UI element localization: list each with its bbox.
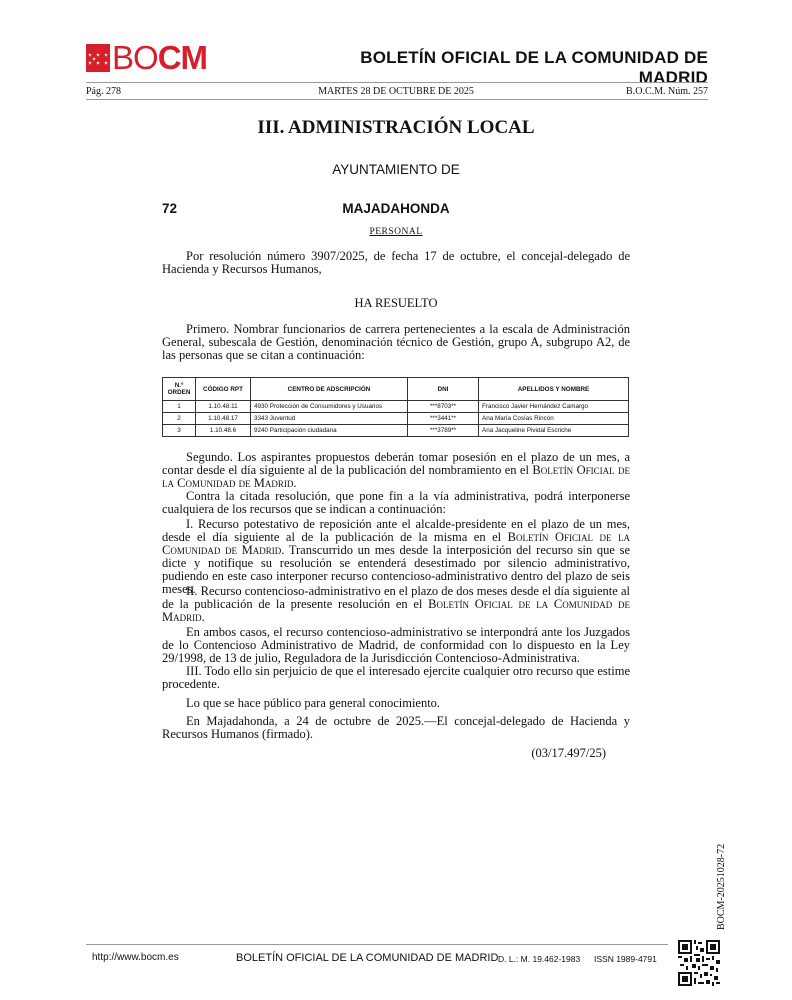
- both-cases-paragraph: [162, 626, 630, 665]
- sentence-end: .: [201, 610, 205, 624]
- column-header: CENTRO DE ADSCRIPCIÓN: [251, 378, 408, 401]
- issue-number: B.O.C.M. Núm. 257: [626, 86, 708, 97]
- column-header: N.º ORDEN: [163, 378, 196, 401]
- appeal-intro-paragraph: [162, 490, 630, 516]
- logo-text-cm: CM: [157, 39, 208, 76]
- signature-text: En Majadahonda, a 24 de octubre de 2025.—El concejal-delegado de Hacienda y Recursos Humanos (firmado).: [162, 714, 630, 741]
- footer-url-link[interactable]: http://www.bocm.es: [92, 952, 179, 963]
- bocm-reference: Boletín Oficial de la Comunidad de Madrid: [162, 530, 630, 557]
- table-row: [163, 413, 629, 425]
- table-cell: 2: [163, 413, 196, 425]
- first-text: Primero. Nombrar funcionarios de carrera pertenecientes a la escala de Administración General, subescala de Gestión, denominación técnico de Gestión, grupo A, subgrupo A2, de las personas que se citan a continuación:: [162, 322, 630, 362]
- qr-code-icon: [678, 940, 720, 986]
- header-divider: [86, 82, 708, 83]
- second-text: Segundo. Los aspirantes propuestos deberán tomar posesión en el plazo de un mes, a contar desde el día siguiente al de la publicación del nombramiento en el: [162, 450, 630, 477]
- intro-paragraph: [162, 250, 630, 276]
- issn: ISSN 1989-4791: [594, 954, 657, 964]
- remedy-one-text: I. Recurso potestativo de reposición ante el alcalde-presidente en el plazo de un mes, desde el día siguiente al de la publicación de la misma en el: [162, 517, 630, 544]
- remedy-one-continuation: . Transcurrido un mes desde la interposición del recurso sin que se dicte y notifique su resolución se entenderá desestimado por silencio administrativo, pudiendo en este caso interponer recurso contencioso-administrativo dentro del plazo de seis meses.: [162, 543, 630, 596]
- publication-text: Lo que se hace público para general conocimiento.: [186, 696, 441, 710]
- table-cell: 1.10.48.6: [196, 425, 251, 437]
- table-cell: 1: [163, 401, 196, 413]
- table-cell: Ana María Cosías Rincón: [479, 413, 629, 425]
- page-number: Pág. 278: [86, 86, 121, 97]
- announcement-number: 72: [162, 201, 178, 216]
- logo-text-bo: BO: [112, 39, 158, 76]
- resolved-heading: HA RESUELTO: [354, 296, 438, 310]
- signature-paragraph: [162, 715, 630, 741]
- entity-label: AYUNTAMIENTO DE: [332, 162, 460, 177]
- announcement-subject: PERSONAL: [369, 227, 423, 237]
- remedy-three-paragraph: [162, 665, 630, 691]
- table-cell: 3: [163, 425, 196, 437]
- both-cases-text: En ambos casos, el recurso contencioso-administrativo se interpondrá ante los Juzgados de lo Contencioso Administrativo de Madrid, de conformidad con lo dispuesto en la Ley 29/1998, de 13 de julio, Reguladora de la Jurisdicción Contencioso-Administrativa.: [162, 625, 630, 665]
- bocm-side-code: BOCM-20251028-72: [716, 843, 727, 930]
- table-cell: ***8703**: [408, 401, 479, 413]
- footer-divider: [86, 944, 668, 945]
- running-header-divider: [86, 99, 708, 100]
- reference-code: (03/17.497/25): [531, 746, 606, 760]
- remedy-three-text: III. Todo ello sin perjuicio de que el interesado ejercite cualquier otro recurso que estime procedente.: [162, 664, 630, 691]
- table-cell: Francisco Javier Hernández Camargo: [479, 401, 629, 413]
- first-paragraph: [162, 323, 630, 362]
- table-row: [163, 401, 629, 413]
- table-cell: 3343 Juventud: [251, 413, 408, 425]
- table-cell: ***3789**: [408, 425, 479, 437]
- column-header: CÓDIGO RPT: [196, 378, 251, 401]
- table-cell: 4930 Protección de Consumidores y Usuarios: [251, 401, 408, 413]
- madrid-flag-icon: [86, 44, 110, 72]
- publication-paragraph: [162, 697, 630, 710]
- table-header-row: [163, 378, 629, 401]
- intro-text: Por resolución número 3907/2025, de fecha 17 de octubre, el concejal-delegado de Hacienda y Recursos Humanos,: [162, 249, 630, 276]
- column-header: DNI: [408, 378, 479, 401]
- table-cell: ***3441**: [408, 413, 479, 425]
- table-cell: Ana Jacqueline Pividal Escriche: [479, 425, 629, 437]
- legal-deposit: D. L.: M. 19.462-1983: [498, 954, 581, 964]
- issue-date: MARTES 28 DE OCTUBRE DE 2025: [318, 86, 474, 97]
- table-cell: 1.10.48.11: [196, 401, 251, 413]
- remedy-two-text: II. Recurso contencioso-administrativo en el plazo de dos meses desde el día siguiente al de la publicación de la presente resolución en el: [162, 584, 630, 611]
- section-title: III. ADMINISTRACIÓN LOCAL: [257, 117, 535, 138]
- table-cell: 9240 Participación ciudadana: [251, 425, 408, 437]
- table-row: [163, 425, 629, 437]
- second-paragraph: [162, 451, 630, 490]
- bocm-reference: Boletín Oficial de la Comunidad de Madrid: [162, 597, 630, 624]
- remedy-two-paragraph: [162, 585, 630, 624]
- column-header: APELLIDOS Y NOMBRE: [479, 378, 629, 401]
- appointees-table: [162, 377, 629, 437]
- appeal-intro-text: Contra la citada resolución, que pone fin a la vía administrativa, podrá interponerse cualquiera de los recursos que se indican a continuación:: [162, 489, 630, 516]
- bocm-logo: [86, 39, 208, 76]
- footer-title: BOLETÍN OFICIAL DE LA COMUNIDAD DE MADRID: [236, 952, 499, 964]
- header-title: BOLETÍN OFICIAL DE LA COMUNIDAD DE MADRID: [360, 48, 708, 87]
- municipality-name: MAJADAHONDA: [342, 201, 450, 216]
- sentence-end: .: [293, 476, 297, 490]
- table-cell: 1.10.48.17: [196, 413, 251, 425]
- bocm-reference: Boletín Oficial de la Comunidad de Madrid: [162, 463, 630, 490]
